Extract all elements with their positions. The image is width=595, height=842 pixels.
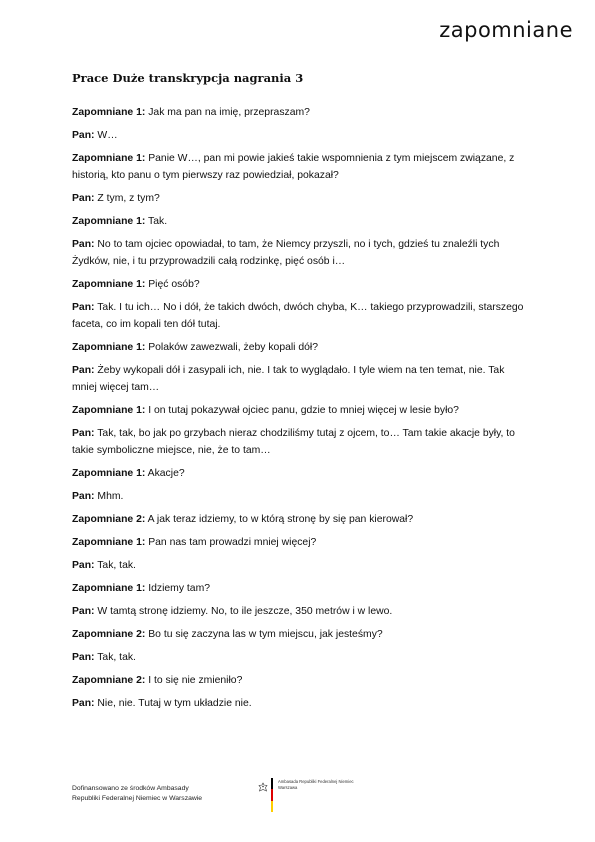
- speaker-label: Pan:: [72, 130, 95, 141]
- transcript-entry: [72, 465, 532, 482]
- transcript-entry: [72, 236, 532, 270]
- utterance-text: Pięć osób?: [148, 279, 200, 290]
- utterance-text: Tak, tak, bo jak po grzybach nieraz chodziliśmy tutaj z ojcem, to… Tam takie akacje były, to takie symboliczne miejsce, nie, że to tam…: [72, 428, 515, 456]
- utterance-text: Polaków zawezwali, żeby kopali dół?: [148, 342, 319, 353]
- embassy-logo: [258, 778, 368, 812]
- transcript-entry: [72, 603, 532, 620]
- transcript-entry: [72, 672, 532, 689]
- transcript-entry: [72, 488, 532, 505]
- speaker-label: Zapomniane 1:: [72, 216, 146, 227]
- speaker-label: Zapomniane 1:: [72, 279, 146, 290]
- speaker-label: Zapomniane 1:: [72, 583, 146, 594]
- speaker-label: Zapomniane 2:: [72, 514, 146, 525]
- speaker-label: Zapomniane 1:: [72, 537, 146, 548]
- utterance-text: Jak ma pan na imię, przepraszam?: [148, 107, 310, 118]
- brand-logo: zapomniane: [439, 18, 573, 42]
- utterance-text: A jak teraz idziemy, to w którą stronę by się pan kierował?: [147, 514, 414, 525]
- transcript-entry: [72, 104, 532, 121]
- speaker-label: Pan:: [72, 698, 95, 709]
- utterance-text: No to tam ojciec opowiadał, to tam, że Niemcy przyszli, no i tych, gdzieś tu znaleźli tych Żydków, nie, i tu przyprowadzili całą rodzinkę, pięć osób i…: [72, 239, 500, 267]
- utterance-text: W tamtą stronę idziemy. No, to ile jeszcze, 350 metrów i w lewo.: [97, 606, 393, 617]
- speaker-label: Zapomniane 1:: [72, 153, 146, 164]
- german-flag-bar: [271, 778, 273, 812]
- utterance-text: Panie W…, pan mi powie jakieś takie wspomnienia z tym miejscem związane, z historią, kto panu o tym pierwszy raz powiedział, pokazał?: [72, 153, 515, 181]
- transcript-entry: [72, 649, 532, 666]
- utterance-text: Tak.: [148, 216, 168, 227]
- speaker-label: Pan:: [72, 560, 95, 571]
- utterance-text: I to się nie zmieniło?: [148, 675, 243, 686]
- funding-note: [72, 784, 242, 804]
- transcript-entry: [72, 402, 532, 419]
- speaker-label: Zapomniane 2:: [72, 629, 146, 640]
- funding-line-2: Republiki Federalnej Niemiec w Warszawie: [72, 795, 203, 802]
- transcript: [72, 104, 532, 718]
- transcript-entry: [72, 150, 532, 184]
- utterance-text: Żeby wykopali dół i zasypali ich, nie. I tak to wyglądało. I tyle wiem na ten temat, nie. Tak mniej więcej tam…: [72, 365, 505, 393]
- utterance-text: Nie, nie. Tutaj w tym układzie nie.: [97, 698, 252, 709]
- transcript-entry: [72, 425, 532, 459]
- utterance-text: Tak. I tu ich… No i dół, że takich dwóch, dwóch chyba, K… takiego przyprowadzili, starszego faceta, co im kopali ten dół tutaj.: [72, 302, 524, 330]
- transcript-entry: [72, 557, 532, 574]
- transcript-entry: [72, 299, 532, 333]
- speaker-label: Pan:: [72, 491, 95, 502]
- transcript-entry: [72, 580, 532, 597]
- speaker-label: Pan:: [72, 239, 95, 250]
- embassy-name: Ambasada Republiki Federalnej Niemiec Warszawa: [278, 779, 354, 790]
- transcript-entry: [72, 695, 532, 712]
- transcript-entry: [72, 511, 532, 528]
- document-title: Prace Duże transkrypcja nagrania 3: [72, 71, 304, 85]
- funding-line-1: Dofinansowano ze środków Ambasady: [72, 785, 189, 792]
- utterance-text: Mhm.: [97, 491, 124, 502]
- transcript-entry: [72, 213, 532, 230]
- flag-stripe-gold: [271, 801, 273, 812]
- transcript-entry: [72, 190, 532, 207]
- flag-stripe-red: [271, 789, 273, 800]
- speaker-label: Zapomniane 1:: [72, 107, 146, 118]
- utterance-text: Pan nas tam prowadzi mniej więcej?: [148, 537, 317, 548]
- speaker-label: Pan:: [72, 606, 95, 617]
- transcript-entry: [72, 127, 532, 144]
- transcript-entry: [72, 276, 532, 293]
- speaker-label: Pan:: [72, 652, 95, 663]
- utterance-text: Z tym, z tym?: [97, 193, 160, 204]
- utterance-text: Idziemy tam?: [148, 583, 211, 594]
- utterance-text: W…: [97, 130, 118, 141]
- speaker-label: Zapomniane 1:: [72, 405, 146, 416]
- speaker-label: Zapomniane 1:: [72, 342, 146, 353]
- utterance-text: Bo tu się zaczyna las w tym miejscu, jak jesteśmy?: [148, 629, 383, 640]
- speaker-label: Pan:: [72, 302, 95, 313]
- transcript-entry: [72, 362, 532, 396]
- transcript-entry: [72, 534, 532, 551]
- speaker-label: Pan:: [72, 365, 95, 376]
- utterance-text: Tak, tak.: [97, 652, 136, 663]
- utterance-text: I on tutaj pokazywał ojciec panu, gdzie to mniej więcej w lesie było?: [148, 405, 459, 416]
- speaker-label: Pan:: [72, 193, 95, 204]
- flag-stripe-black: [271, 778, 273, 789]
- utterance-text: Akacje?: [147, 468, 185, 479]
- transcript-entry: [72, 626, 532, 643]
- speaker-label: Pan:: [72, 428, 95, 439]
- federal-eagle-icon: [258, 782, 268, 794]
- utterance-text: Tak, tak.: [97, 560, 136, 571]
- speaker-label: Zapomniane 1:: [72, 468, 146, 479]
- transcript-entry: [72, 339, 532, 356]
- speaker-label: Zapomniane 2:: [72, 675, 146, 686]
